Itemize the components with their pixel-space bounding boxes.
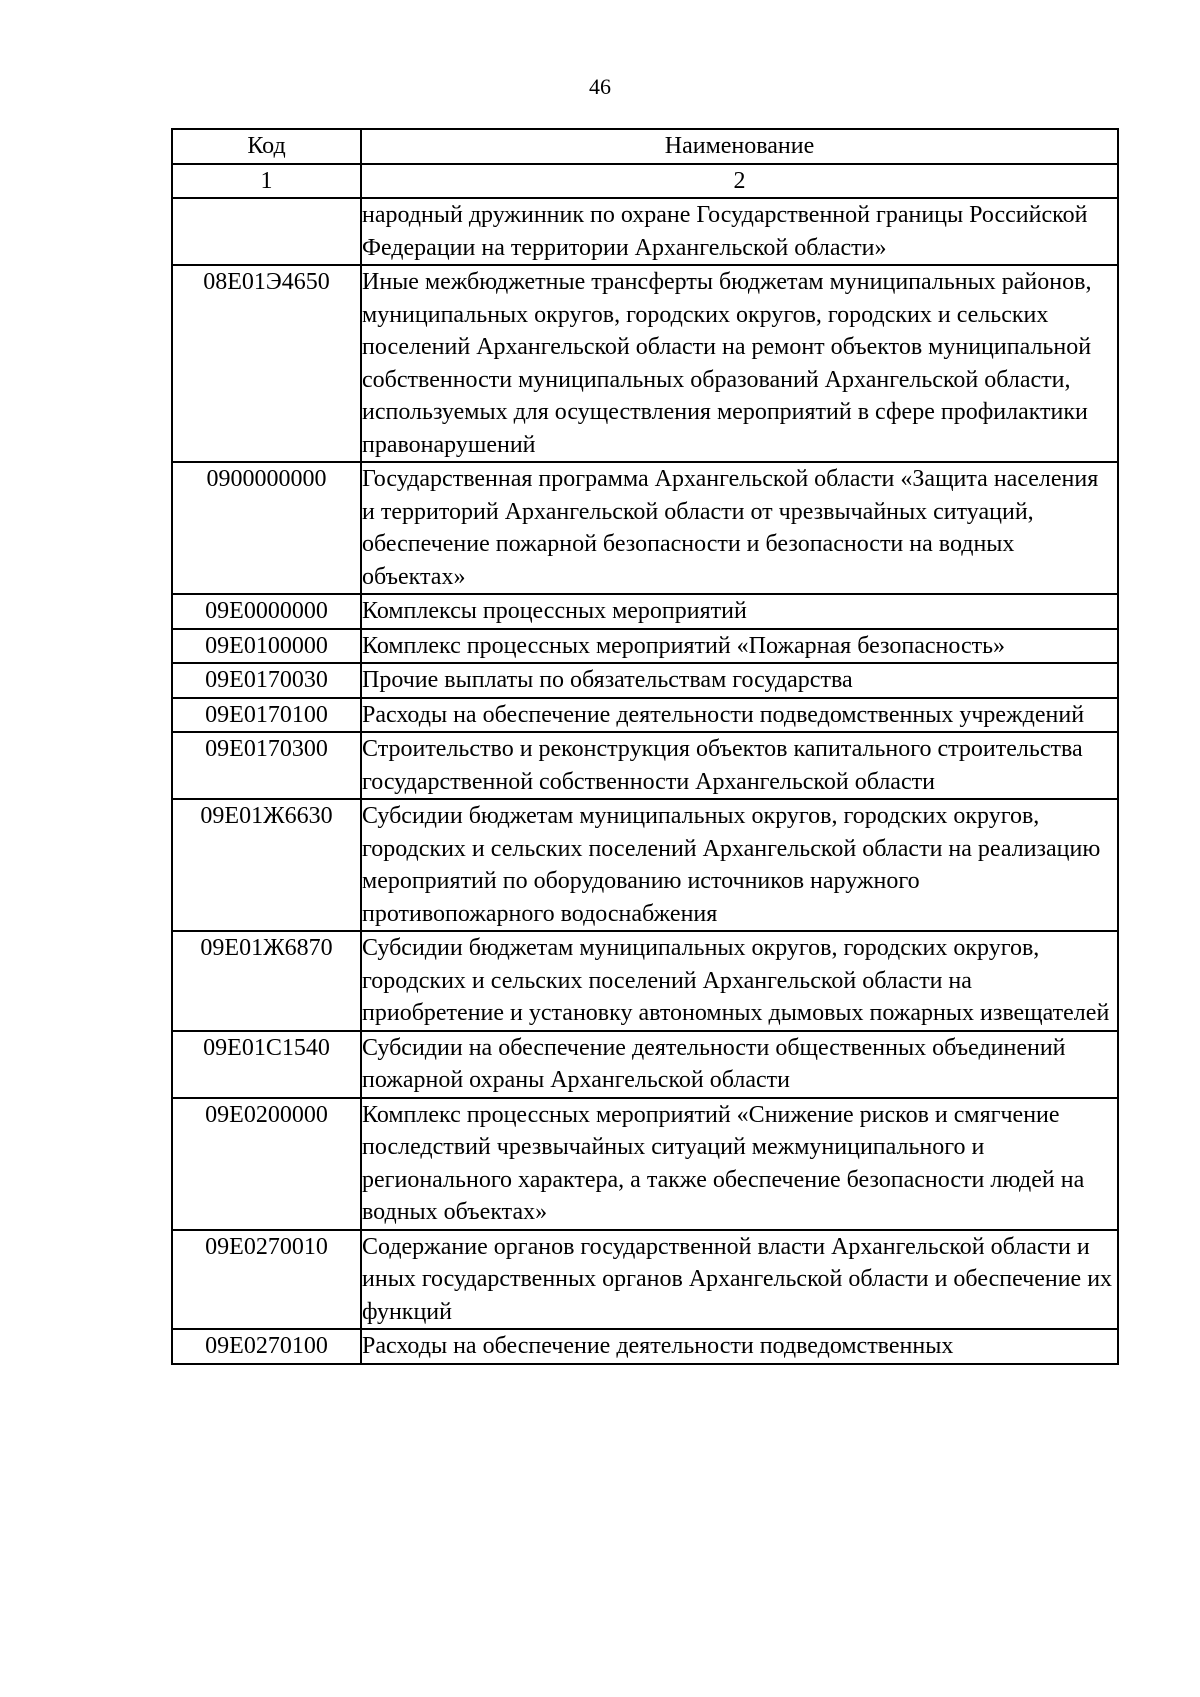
table-row [172, 698, 1118, 733]
table-row [172, 931, 1118, 1031]
row-name: Содержание органов государственной власти Архангельской области и иных государственных органов Архангельской области и обеспечение их функций [361, 1230, 1118, 1330]
column-index-row [172, 164, 1118, 199]
table-row [172, 1329, 1118, 1364]
row-code: 09Е0200000 [172, 1098, 361, 1230]
table-row [172, 594, 1118, 629]
row-name: Строительство и реконструкция объектов капитального строительства государственной собственности Архангельской области [361, 732, 1118, 799]
row-code: 08Е01Э4650 [172, 265, 361, 462]
table-row [172, 732, 1118, 799]
header-name: Наименование [361, 129, 1118, 164]
row-code: 09Е0000000 [172, 594, 361, 629]
row-name: Комплекс процессных мероприятий «Снижение рисков и смягчение последствий чрезвычайных ситуаций межмуниципального и регионального характера, а также обеспечение безопасности людей на водных объектах» [361, 1098, 1118, 1230]
row-name: Субсидии на обеспечение деятельности общественных объединений пожарной охраны Архангельской области [361, 1031, 1118, 1098]
row-code [172, 198, 361, 265]
row-code: 09Е0170030 [172, 663, 361, 698]
row-name: Комплексы процессных мероприятий [361, 594, 1118, 629]
table-row [172, 1230, 1118, 1330]
row-name: Комплекс процессных мероприятий «Пожарная безопасность» [361, 629, 1118, 664]
row-code: 09Е0270100 [172, 1329, 361, 1364]
table-row [172, 1098, 1118, 1230]
row-name: Прочие выплаты по обязательствам государства [361, 663, 1118, 698]
table-row [172, 198, 1118, 265]
row-name: Государственная программа Архангельской области «Защита населения и территорий Архангельской области от чрезвычайных ситуаций, обеспечение пожарной безопасности и безопасности на водных объектах» [361, 462, 1118, 594]
row-name: Расходы на обеспечение деятельности подведомственных [361, 1329, 1118, 1364]
row-name: Расходы на обеспечение деятельности подведомственных учреждений [361, 698, 1118, 733]
row-code: 09Е01С1540 [172, 1031, 361, 1098]
header-code: Код [172, 129, 361, 164]
row-code: 0900000000 [172, 462, 361, 594]
table-row [172, 1031, 1118, 1098]
row-code: 09Е01Ж6630 [172, 799, 361, 931]
row-name: Иные межбюджетные трансферты бюджетам муниципальных районов, муниципальных округов, городских округов, городских и сельских поселений Архангельской области на ремонт объектов муниципальной собственности муниципальных образований Архангельской области, используемых для осуществления мероприятий в сфере профилактики правонарушений [361, 265, 1118, 462]
budget-code-table [171, 128, 1119, 1365]
table-row [172, 265, 1118, 462]
table-row [172, 799, 1118, 931]
row-code: 09Е01Ж6870 [172, 931, 361, 1031]
row-name: Субсидии бюджетам муниципальных округов, городских округов, городских и сельских поселений Архангельской области на реализацию мероприятий по оборудованию источников наружного противопожарного водоснабжения [361, 799, 1118, 931]
row-code: 09Е0170100 [172, 698, 361, 733]
table-header [172, 129, 1118, 198]
table-row [172, 663, 1118, 698]
table-row [172, 629, 1118, 664]
row-name: Субсидии бюджетам муниципальных округов, городских округов, городских и сельских поселений Архангельской области на приобретение и установку автономных дымовых пожарных извещателей [361, 931, 1118, 1031]
header-row [172, 129, 1118, 164]
page-number: 46 [589, 74, 611, 99]
row-code: 09Е0270010 [172, 1230, 361, 1330]
table-body [172, 198, 1118, 1364]
row-name: народный дружинник по охране Государственной границы Российской Федерации на территории Архангельской области» [361, 198, 1118, 265]
column-index-1: 1 [172, 164, 361, 199]
row-code: 09Е0100000 [172, 629, 361, 664]
row-code: 09Е0170300 [172, 732, 361, 799]
column-index-2: 2 [361, 164, 1118, 199]
table-row [172, 462, 1118, 594]
